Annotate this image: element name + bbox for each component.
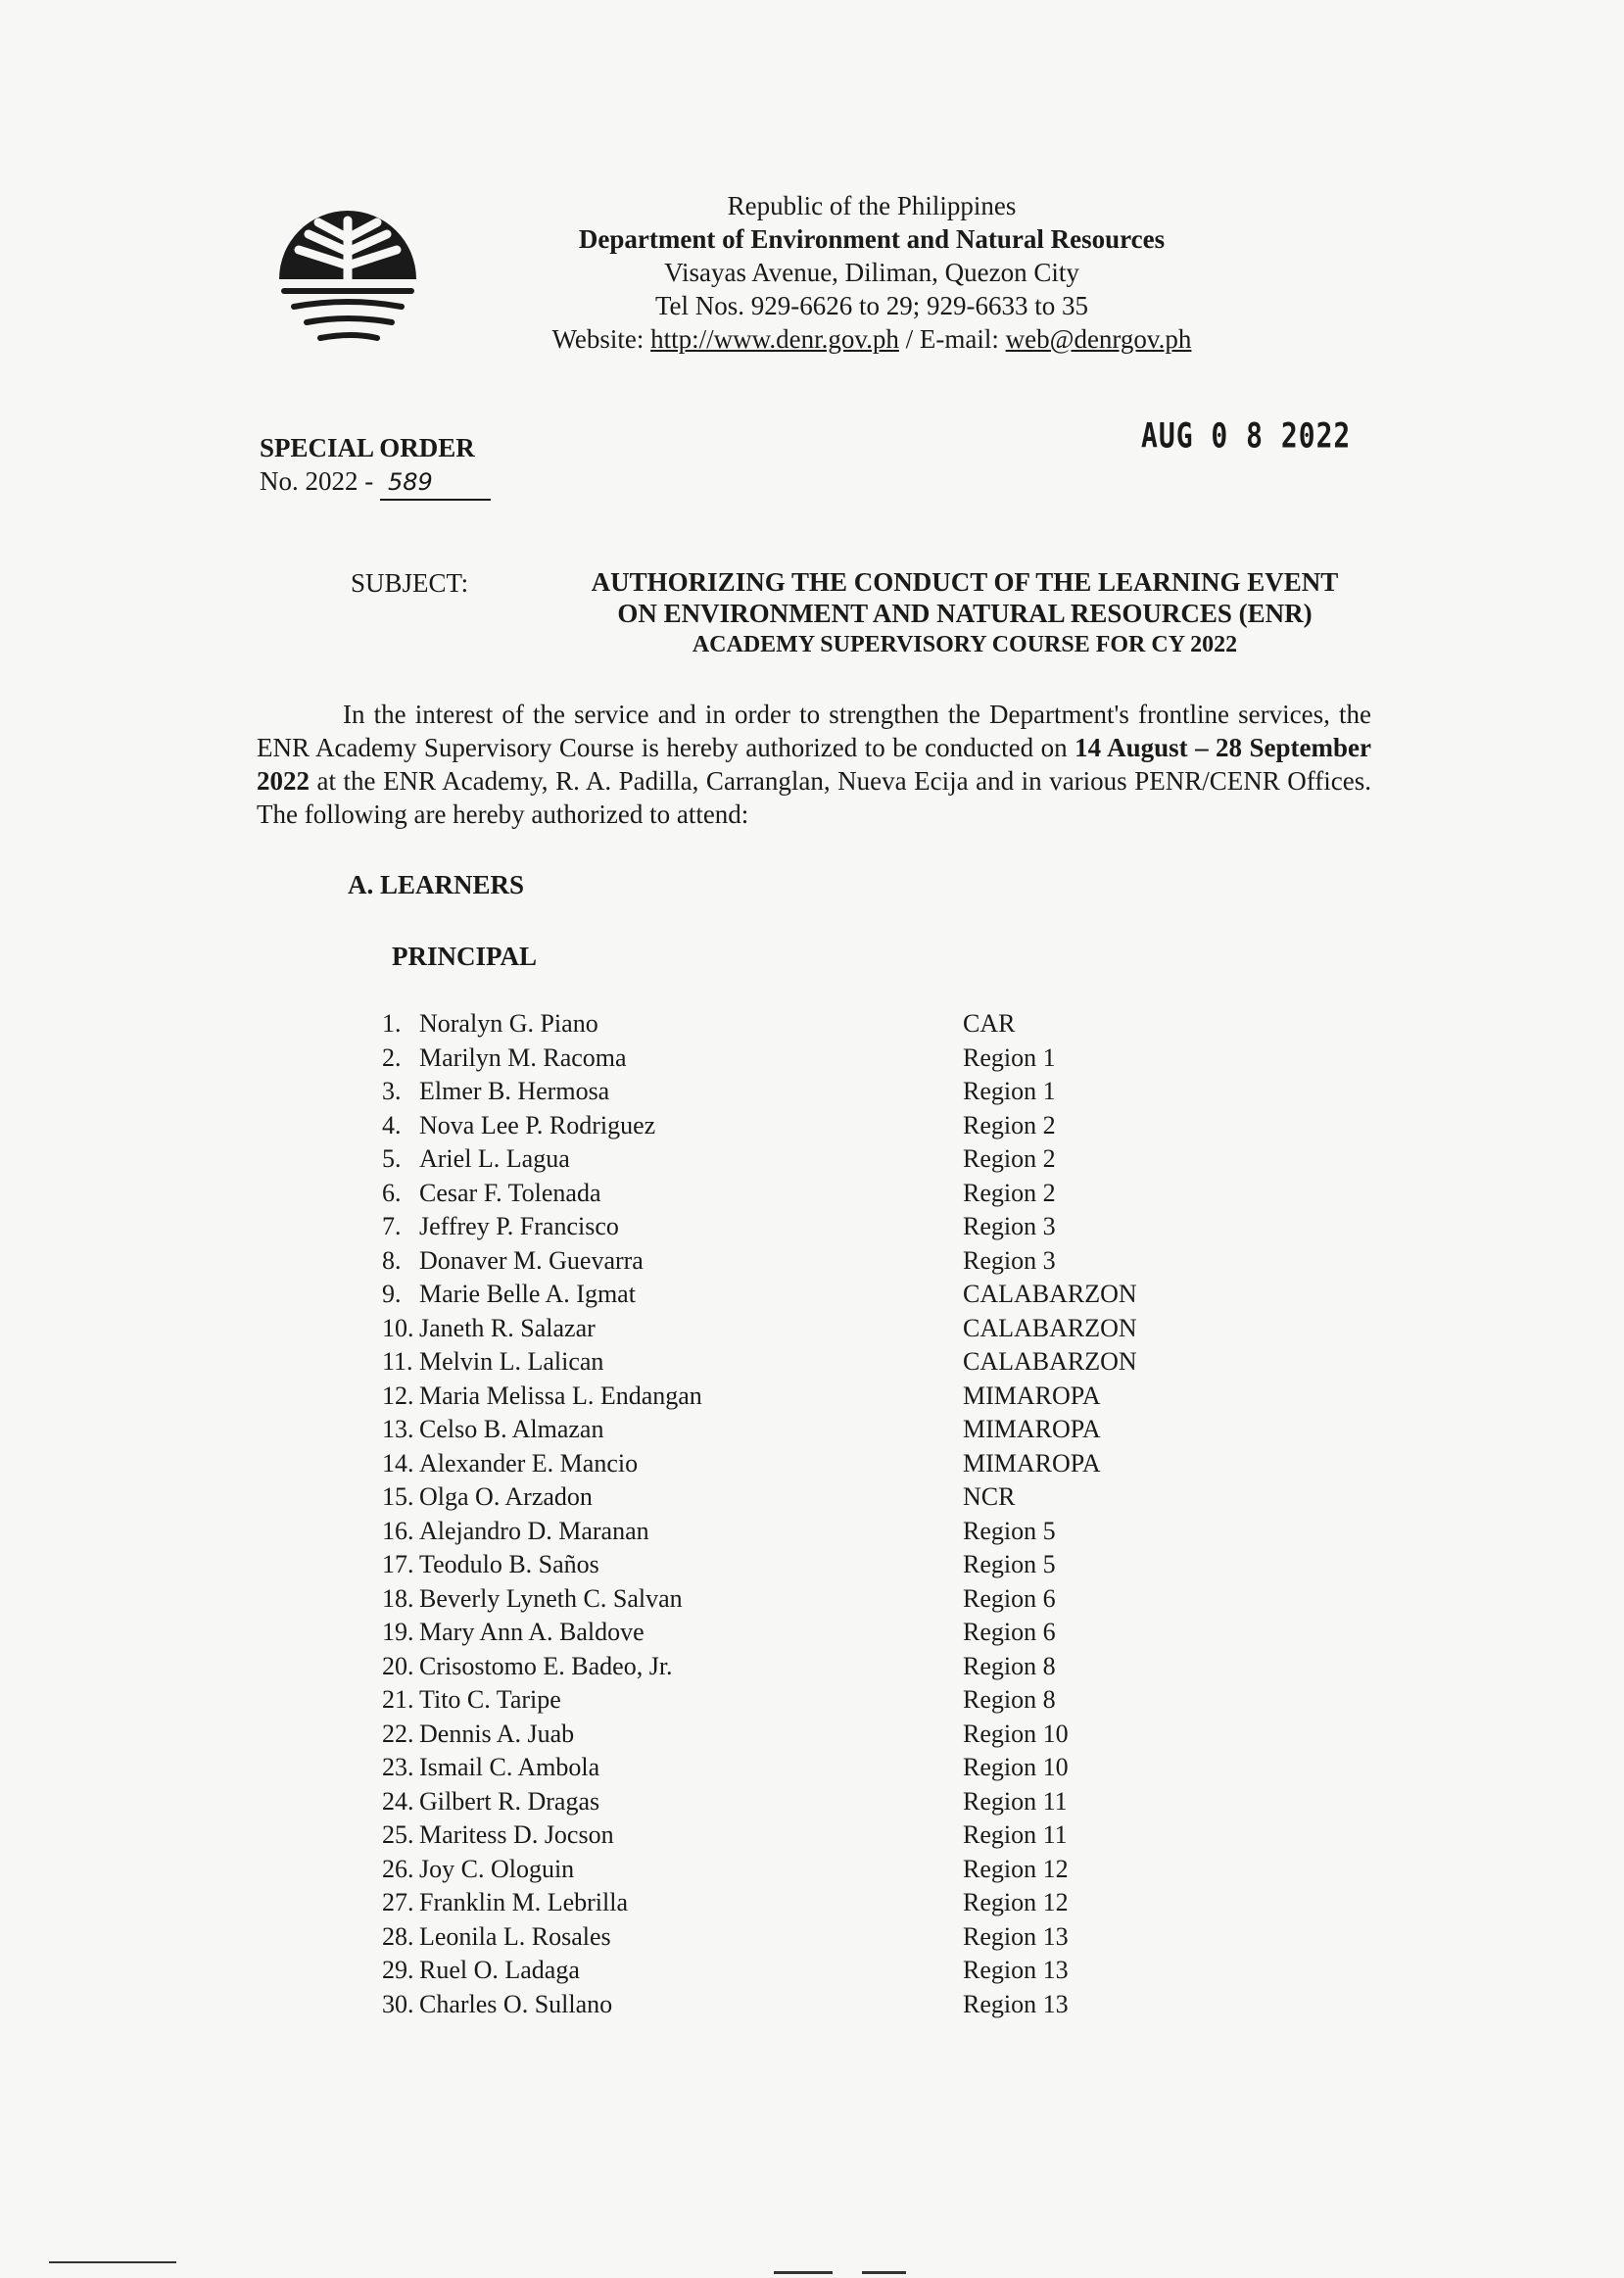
learner-region: Region 1: [963, 1077, 1056, 1105]
learner-num: 26.: [382, 1854, 414, 1883]
learner-region: Region 11: [963, 1786, 1068, 1816]
learner-region: Region 6: [963, 1583, 1056, 1613]
learner-name: Crisostomo E. Badeo, Jr.: [419, 1651, 673, 1680]
learner-num: 22.: [382, 1719, 414, 1748]
website-link[interactable]: http://www.denr.gov.ph: [650, 324, 899, 354]
learner-name: Elmer B. Hermosa: [419, 1077, 610, 1105]
learner-name: Mary Ann A. Baldove: [419, 1618, 645, 1646]
learner-region: Region 8: [963, 1651, 1056, 1680]
learner-name: Jeffrey P. Francisco: [419, 1212, 619, 1240]
learner-name: Noralyn G. Piano: [419, 1009, 598, 1038]
body-dates: 14 August – 28 September 2022: [257, 733, 1372, 796]
learner-name: Nova Lee P. Rodriguez: [419, 1110, 656, 1139]
learner-name: Maritess D. Jocson: [419, 1820, 614, 1849]
learner-num: 20.: [382, 1651, 414, 1680]
list-item: [382, 1380, 1264, 1414]
learner-name: Beverly Lyneth C. Salvan: [419, 1583, 683, 1613]
learner-region: CALABARZON: [963, 1280, 1137, 1308]
learner-name: Ismail C. Ambola: [419, 1753, 600, 1781]
email-link[interactable]: web@denrgov.ph: [1005, 324, 1192, 354]
letterhead-address: Visayas Avenue, Diliman, Quezon City: [664, 258, 1079, 287]
letterhead: [431, 189, 1313, 356]
date-stamp: AUG 0 8 2022: [1141, 414, 1352, 457]
learner-region: Region 2: [963, 1178, 1056, 1207]
email-label: / E-mail:: [898, 324, 1006, 354]
learner-num: 12.: [382, 1381, 414, 1410]
list-item: [382, 1244, 1264, 1279]
learner-num: 8.: [382, 1245, 402, 1275]
learner-region: Region 2: [963, 1144, 1056, 1173]
list-item: [382, 1142, 1264, 1177]
learner-num: 5.: [382, 1144, 402, 1173]
principal-heading: PRINCIPAL: [392, 942, 537, 971]
learner-name: Tito C. Taripe: [419, 1685, 561, 1714]
learner-region: Region 12: [963, 1888, 1069, 1916]
list-item: [382, 1988, 1264, 2022]
learner-name: Maria Melissa L. Endangan: [419, 1381, 702, 1410]
list-item: [382, 1650, 1264, 1684]
learner-num: 15.: [382, 1482, 414, 1511]
learner-name: Janeth R. Salazar: [419, 1313, 596, 1342]
learner-name: Marie Belle A. Igmat: [419, 1280, 636, 1308]
learner-num: 21.: [382, 1685, 414, 1714]
scan-mark: [49, 2261, 176, 2263]
learner-region: Region 13: [963, 1921, 1069, 1951]
learner-name: Charles O. Sullano: [419, 1989, 613, 2018]
list-item: [382, 1886, 1264, 1920]
list-item: [382, 1818, 1264, 1853]
letterhead-phone: Tel Nos. 929-6626 to 29; 929-6633 to 35: [654, 291, 1089, 320]
special-order-number: [260, 464, 491, 501]
special-order-block: [260, 431, 491, 501]
body-text-1: In the interest of the service and in order to strengthen the Department's frontline services, the ENR Academy Supervisory Course is hereby authorized to be conducted on: [257, 700, 1371, 762]
subject-label: SUBJECT:: [351, 568, 469, 598]
learner-region: Region 12: [963, 1854, 1069, 1883]
letterhead-department: Department of Environment and Natural Resources: [578, 224, 1166, 254]
learner-num: 6.: [382, 1178, 402, 1207]
list-item: [382, 1278, 1264, 1312]
learner-num: 23.: [382, 1753, 414, 1781]
learner-num: 14.: [382, 1448, 414, 1478]
learner-name: Marilyn M. Racoma: [419, 1042, 627, 1072]
learner-region: Region 1: [963, 1042, 1056, 1072]
section-a-heading: A. LEARNERS: [348, 870, 525, 899]
learner-name: Alejandro D. Maranan: [419, 1516, 649, 1545]
learner-num: 30.: [382, 1989, 414, 2018]
learner-region: CAR: [963, 1009, 1016, 1038]
order-number-value: 589: [380, 465, 491, 501]
learner-num: 16.: [382, 1516, 414, 1545]
learner-name: Joy C. Ologuin: [419, 1854, 575, 1883]
learner-region: Region 6: [963, 1618, 1056, 1646]
subject-line-3: ACADEMY SUPERVISORY COURSE FOR CY 2022: [692, 632, 1238, 657]
list-item: [382, 1683, 1264, 1718]
list-item: [382, 1413, 1264, 1447]
learner-num: 10.: [382, 1313, 414, 1342]
subject-line-2: ON ENVIRONMENT AND NATURAL RESOURCES (ENR): [617, 599, 1313, 628]
learner-num: 19.: [382, 1618, 414, 1646]
learner-region: CALABARZON: [963, 1347, 1137, 1376]
list-item: [382, 1616, 1264, 1650]
learner-num: 17.: [382, 1550, 414, 1578]
learner-name: Olga O. Arzadon: [419, 1482, 593, 1511]
list-item: [382, 1920, 1264, 1955]
learner-name: Gilbert R. Dragas: [419, 1786, 600, 1816]
learner-region: CALABARZON: [963, 1313, 1137, 1342]
list-item: [382, 1515, 1264, 1549]
learner-region: Region 8: [963, 1685, 1056, 1714]
learner-num: 2.: [382, 1042, 402, 1072]
learner-name: Melvin L. Lalican: [419, 1347, 604, 1376]
learner-name: Dennis A. Juab: [419, 1719, 575, 1748]
letterhead-country: Republic of the Philippines: [727, 191, 1017, 220]
list-item: [382, 1075, 1264, 1109]
learner-region: Region 10: [963, 1719, 1069, 1748]
list-item: [382, 1312, 1264, 1346]
letterhead-contact: [431, 322, 1313, 356]
learner-name: Ruel O. Ladaga: [419, 1956, 580, 1984]
learner-region: Region 11: [963, 1820, 1068, 1849]
order-number-prefix: No. 2022 -: [260, 466, 380, 496]
learner-name: Teodulo B. Saños: [419, 1550, 599, 1578]
list-item: [382, 1718, 1264, 1752]
learner-name: Celso B. Almazan: [419, 1415, 604, 1443]
list-item: [382, 1210, 1264, 1244]
learner-num: 28.: [382, 1921, 414, 1951]
list-item: [382, 1582, 1264, 1617]
list-item: [382, 1007, 1264, 1042]
learner-region: MIMAROPA: [963, 1381, 1101, 1410]
learner-region: Region 5: [963, 1550, 1056, 1578]
body-text-2: at the ENR Academy, R. A. Padilla, Carranglan, Nueva Ecija and in various PENR/CENR Offices. The following are hereby authorized to attend:: [257, 766, 1371, 829]
scan-mark: [774, 2271, 833, 2274]
scan-mark: [862, 2271, 906, 2274]
list-item: [382, 1785, 1264, 1819]
learner-num: 3.: [382, 1077, 402, 1105]
list-item: [382, 1480, 1264, 1515]
subject-line-1: AUTHORIZING THE CONDUCT OF THE LEARNING EVENT: [591, 567, 1339, 597]
list-item: [382, 1548, 1264, 1582]
body-paragraph: [257, 698, 1371, 831]
learner-num: 29.: [382, 1956, 414, 1984]
learner-region: Region 3: [963, 1212, 1056, 1240]
learner-region: Region 2: [963, 1110, 1056, 1139]
list-item: [382, 1751, 1264, 1785]
learner-num: 1.: [382, 1009, 402, 1038]
learner-region: MIMAROPA: [963, 1415, 1101, 1443]
list-item: [382, 1177, 1264, 1211]
list-item: [382, 1345, 1264, 1380]
learner-region: Region 3: [963, 1245, 1056, 1275]
list-item: [382, 1042, 1264, 1076]
learner-num: 27.: [382, 1888, 414, 1916]
learner-num: 7.: [382, 1212, 402, 1240]
subject-text: [544, 566, 1386, 660]
learner-region: Region 13: [963, 1989, 1069, 2018]
learner-name: Ariel L. Lagua: [419, 1144, 570, 1173]
learner-region: Region 5: [963, 1516, 1056, 1545]
learner-num: 9.: [382, 1280, 402, 1308]
learner-region: Region 13: [963, 1956, 1069, 1984]
learner-name: Donaver M. Guevarra: [419, 1245, 644, 1275]
learner-name: Franklin M. Lebrilla: [419, 1888, 629, 1916]
list-item: [382, 1853, 1264, 1887]
learner-num: 25.: [382, 1820, 414, 1849]
list-item: [382, 1954, 1264, 1988]
learner-num: 24.: [382, 1786, 414, 1816]
learner-num: 4.: [382, 1110, 402, 1139]
learner-name: Cesar F. Tolenada: [419, 1178, 601, 1207]
learner-region: MIMAROPA: [963, 1448, 1101, 1478]
learner-name: Alexander E. Mancio: [419, 1448, 639, 1478]
special-order-title: SPECIAL ORDER: [260, 433, 475, 462]
learner-name: Leonila L. Rosales: [419, 1921, 611, 1951]
learner-num: 11.: [382, 1347, 413, 1376]
list-item: [382, 1109, 1264, 1143]
list-item: [382, 1447, 1264, 1481]
learner-num: 18.: [382, 1583, 414, 1613]
learners-list: [382, 1007, 1264, 2021]
learner-region: NCR: [963, 1482, 1016, 1511]
website-label: Website:: [551, 324, 651, 354]
learner-region: Region 10: [963, 1753, 1069, 1781]
learner-num: 13.: [382, 1415, 414, 1443]
denr-logo-icon: [260, 191, 436, 367]
